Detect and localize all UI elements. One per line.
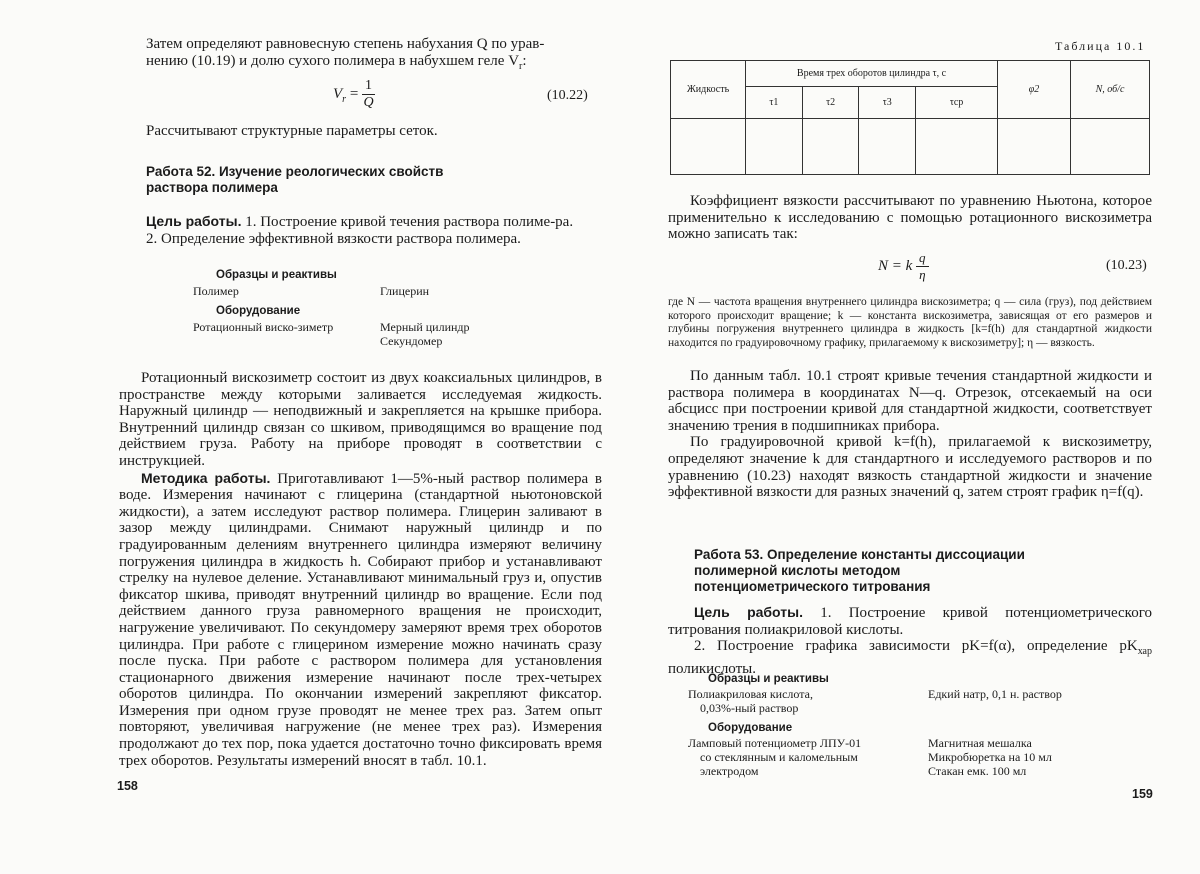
header-tau3: τ3 [859, 87, 916, 119]
eq-denominator: Q [363, 95, 374, 110]
header-time: Время трех оборотов цилиндра τ, с [746, 61, 998, 87]
sample-polymer: Полимер [193, 284, 239, 298]
method-paragraph [119, 470, 602, 770]
goal-1-text: 1. Построение кривой течения раствора полиме-ра. [241, 214, 574, 230]
equation-number-2: (10.23) [1106, 258, 1147, 273]
header-tau2: τ2 [802, 87, 859, 119]
equipment-cylinder: Мерный цилиндр [380, 320, 470, 334]
goal-line-2: 2. Определение эффективной вязкости раствора полимера. [146, 230, 521, 247]
sample53-acid: Полиакриловая кислота, [688, 687, 813, 701]
eq-fraction [362, 78, 375, 111]
eq2-numerator: q [916, 250, 929, 267]
sample53-naoh: Едкий натр, 0,1 н. раствор [928, 687, 1062, 701]
goal53-2-text: 2. Построение графика зависимости pK=f(α), определение pK [694, 638, 1138, 655]
intro-line-2 [146, 53, 602, 76]
equation-10-22 [333, 78, 375, 111]
calib-text: По градуировочной кривой k=f(h), прилагаемой к вискозиметру, определяют значение k для стандартного и исследуемого растворов и по уравнению (10.23) находят вязкость стандартной жидкости и значение эффективной вязкости для разных значений q, затем строят график η=f(q). [668, 434, 1152, 501]
goal53-2-sub: хар [1137, 646, 1152, 658]
intro-sub: r [519, 60, 523, 72]
intro-text [146, 36, 602, 75]
right-page [600, 0, 1200, 874]
eq-lhs-sub: r [342, 93, 347, 105]
work-52-title: Работа 52. Изучение реологических свойств раствора полимера [146, 164, 444, 195]
equipment-viscometer: Ротационный виско-зиметр [193, 320, 334, 334]
viscometer-text: Ротационный вискозиметр состоит из двух коаксиальных цилиндров, в пространстве между которыми заливается исследуемая жидкость. Наружный цилиндр — неподвижный и закрепляется на крышке прибора. Внутренний цилиндр связан со шкивом, приводящимся во вращение под действием груза. Работу на приборе проводят в соответствии с инструкцией. [119, 370, 602, 469]
flow-text: По данным табл. 10.1 строят кривые течения стандартной жидкости и раствора полимера в координатах N—q. Отрезок, отсекаемый на оси абсцисс при построении кривой для стандартной жидкости, соответствует значению трения в подшипниках прибора. [668, 368, 1152, 434]
table-row-empty [671, 119, 1150, 175]
intro-colon: : [522, 52, 527, 69]
eq2-denominator: η [919, 267, 926, 282]
goal-line-1 [119, 213, 602, 231]
table-10-1 [670, 60, 1150, 175]
equipment53-beaker: Стакан емк. 100 мл [928, 764, 1027, 778]
work-53-title: Работа 53. Определение константы диссоциации полимерной кислоты методом потенциометрического титрования [694, 547, 1025, 594]
equipment-stopwatch: Секундомер [380, 334, 443, 348]
equipment-title: Оборудование [216, 305, 301, 317]
equipment53-potentiometer: Ламповый потенциометр ЛПУ-01 [688, 736, 862, 750]
equation-number: (10.22) [547, 88, 588, 103]
intro-line-1: Затем определяют равновесную степень набухания Q по урав- [146, 36, 545, 52]
goal53-label: Цель работы. [694, 604, 803, 620]
header-tau1: τ1 [746, 87, 803, 119]
eq2-lhs: N = k [878, 257, 913, 274]
goal53-line-2 [668, 638, 1152, 677]
eq-lhs: V [333, 85, 343, 102]
equipment53-title: Оборудование [708, 722, 793, 734]
equipment53-electrode: электродом [700, 764, 759, 778]
viscometer-paragraph [119, 370, 602, 769]
goal53-1-text: 1. Построение кривой потенциометрического титрования полиакриловой кислоты. [668, 605, 1152, 638]
coef-text: Коэффициент вязкости рассчитывают по уравнению Ньютона, которое применительно к исследованию с помощью ротационного вискозиметра можно записать так: [668, 193, 1152, 243]
method-text: Приготавливают 1—5%-ный раствор полимера в воде. Измерения начинают с глицерина (стандартной ньютоновской жидкости), а затем исследуют раствор полимера. Глицерин заливают в зазор между цилиндрами. Снимают наружный цилиндр и по градуированным делениям внутреннего цилиндра измеряют величину погружения цилиндра в жидкость h. Собирают прибор и устанавливают стрелку на нулевое деление. Устанавливают минимальный груз и, опустив фиксатор шкива, приводят внутренний цилиндр во вращение. Если под действием данного груза равномерного вращения не происходит, нагружение увеличивают. По секундомеру замеряют время трех оборотов цилиндра. При работе с глицерином измерение можно начинать сразу после пуска. При работе с раствором полимера для установления стационарного движения измерение начинают после трех-четырех оборотов цилиндра. По окончании измерений закрепляют фиксатор. Измерения при одном грузе проводят не менее трех раз. Затем опыт повторяют, увеличивая нагружение (не менее трех раз). Измерения продолжают до тех пор, пока удается достаточно точно фиксировать время трех оборотов. Результаты измерений вносят в табл. 10.1. [119, 470, 603, 769]
intro-line-2-text: нению (10.19) и долю сухого полимера в набухшем геле V [146, 52, 520, 69]
sample-glycerin: Глицерин [380, 284, 430, 298]
header-n: N, об/с [1071, 61, 1150, 119]
sample53-solution: 0,03%-ный раствор [700, 701, 799, 715]
equipment53-electrodes: со стеклянным и каломельным [700, 750, 858, 764]
method-label: Методика работы. [141, 469, 271, 486]
eq-equals: = [346, 85, 363, 102]
goal-label: Цель работы. [146, 213, 242, 229]
data-table [670, 60, 1150, 175]
where-text: где N — частота вращения внутреннего цилиндра вискозиметра; q — сила (груз), под действием которого происходит вращение; k — константа вискозиметра, зависящая от его размеров и глубины погружения внутреннего цилиндра в жидкость [k=f(h) для стандартной жидкости находится по градуировочному графику, прилагаемому к вискозиметру]; η — вязкость. [668, 296, 1152, 349]
work-53-goal [668, 604, 1152, 677]
equation-10-23 [878, 250, 929, 283]
equipment53-stirrer: Магнитная мешалка [928, 736, 1032, 750]
samples53-title: Образцы и реактивы [708, 673, 829, 685]
goal53-line-1 [668, 604, 1152, 638]
coef-paragraph [668, 193, 1152, 243]
header-tau-avg: τср [916, 87, 998, 119]
header-phi: φ2 [998, 61, 1071, 119]
header-liquid: Жидкость [671, 61, 746, 119]
samples-title: Образцы и реактивы [216, 269, 337, 281]
page-number-right: 159 [1132, 787, 1153, 801]
eq2-fraction [916, 250, 929, 283]
eq-numerator: 1 [362, 78, 375, 95]
equipment53-burette: Микробюретка на 10 мл [928, 750, 1052, 764]
calc-text: Рассчитывают структурные параметры сеток. [146, 123, 438, 139]
flow-paragraph [668, 368, 1152, 501]
page-number-left: 158 [117, 779, 138, 793]
work-52-goal [119, 213, 602, 247]
goal53-2-end: поликислоты. [668, 660, 756, 677]
table-caption: Таблица 10.1 [1055, 39, 1146, 53]
